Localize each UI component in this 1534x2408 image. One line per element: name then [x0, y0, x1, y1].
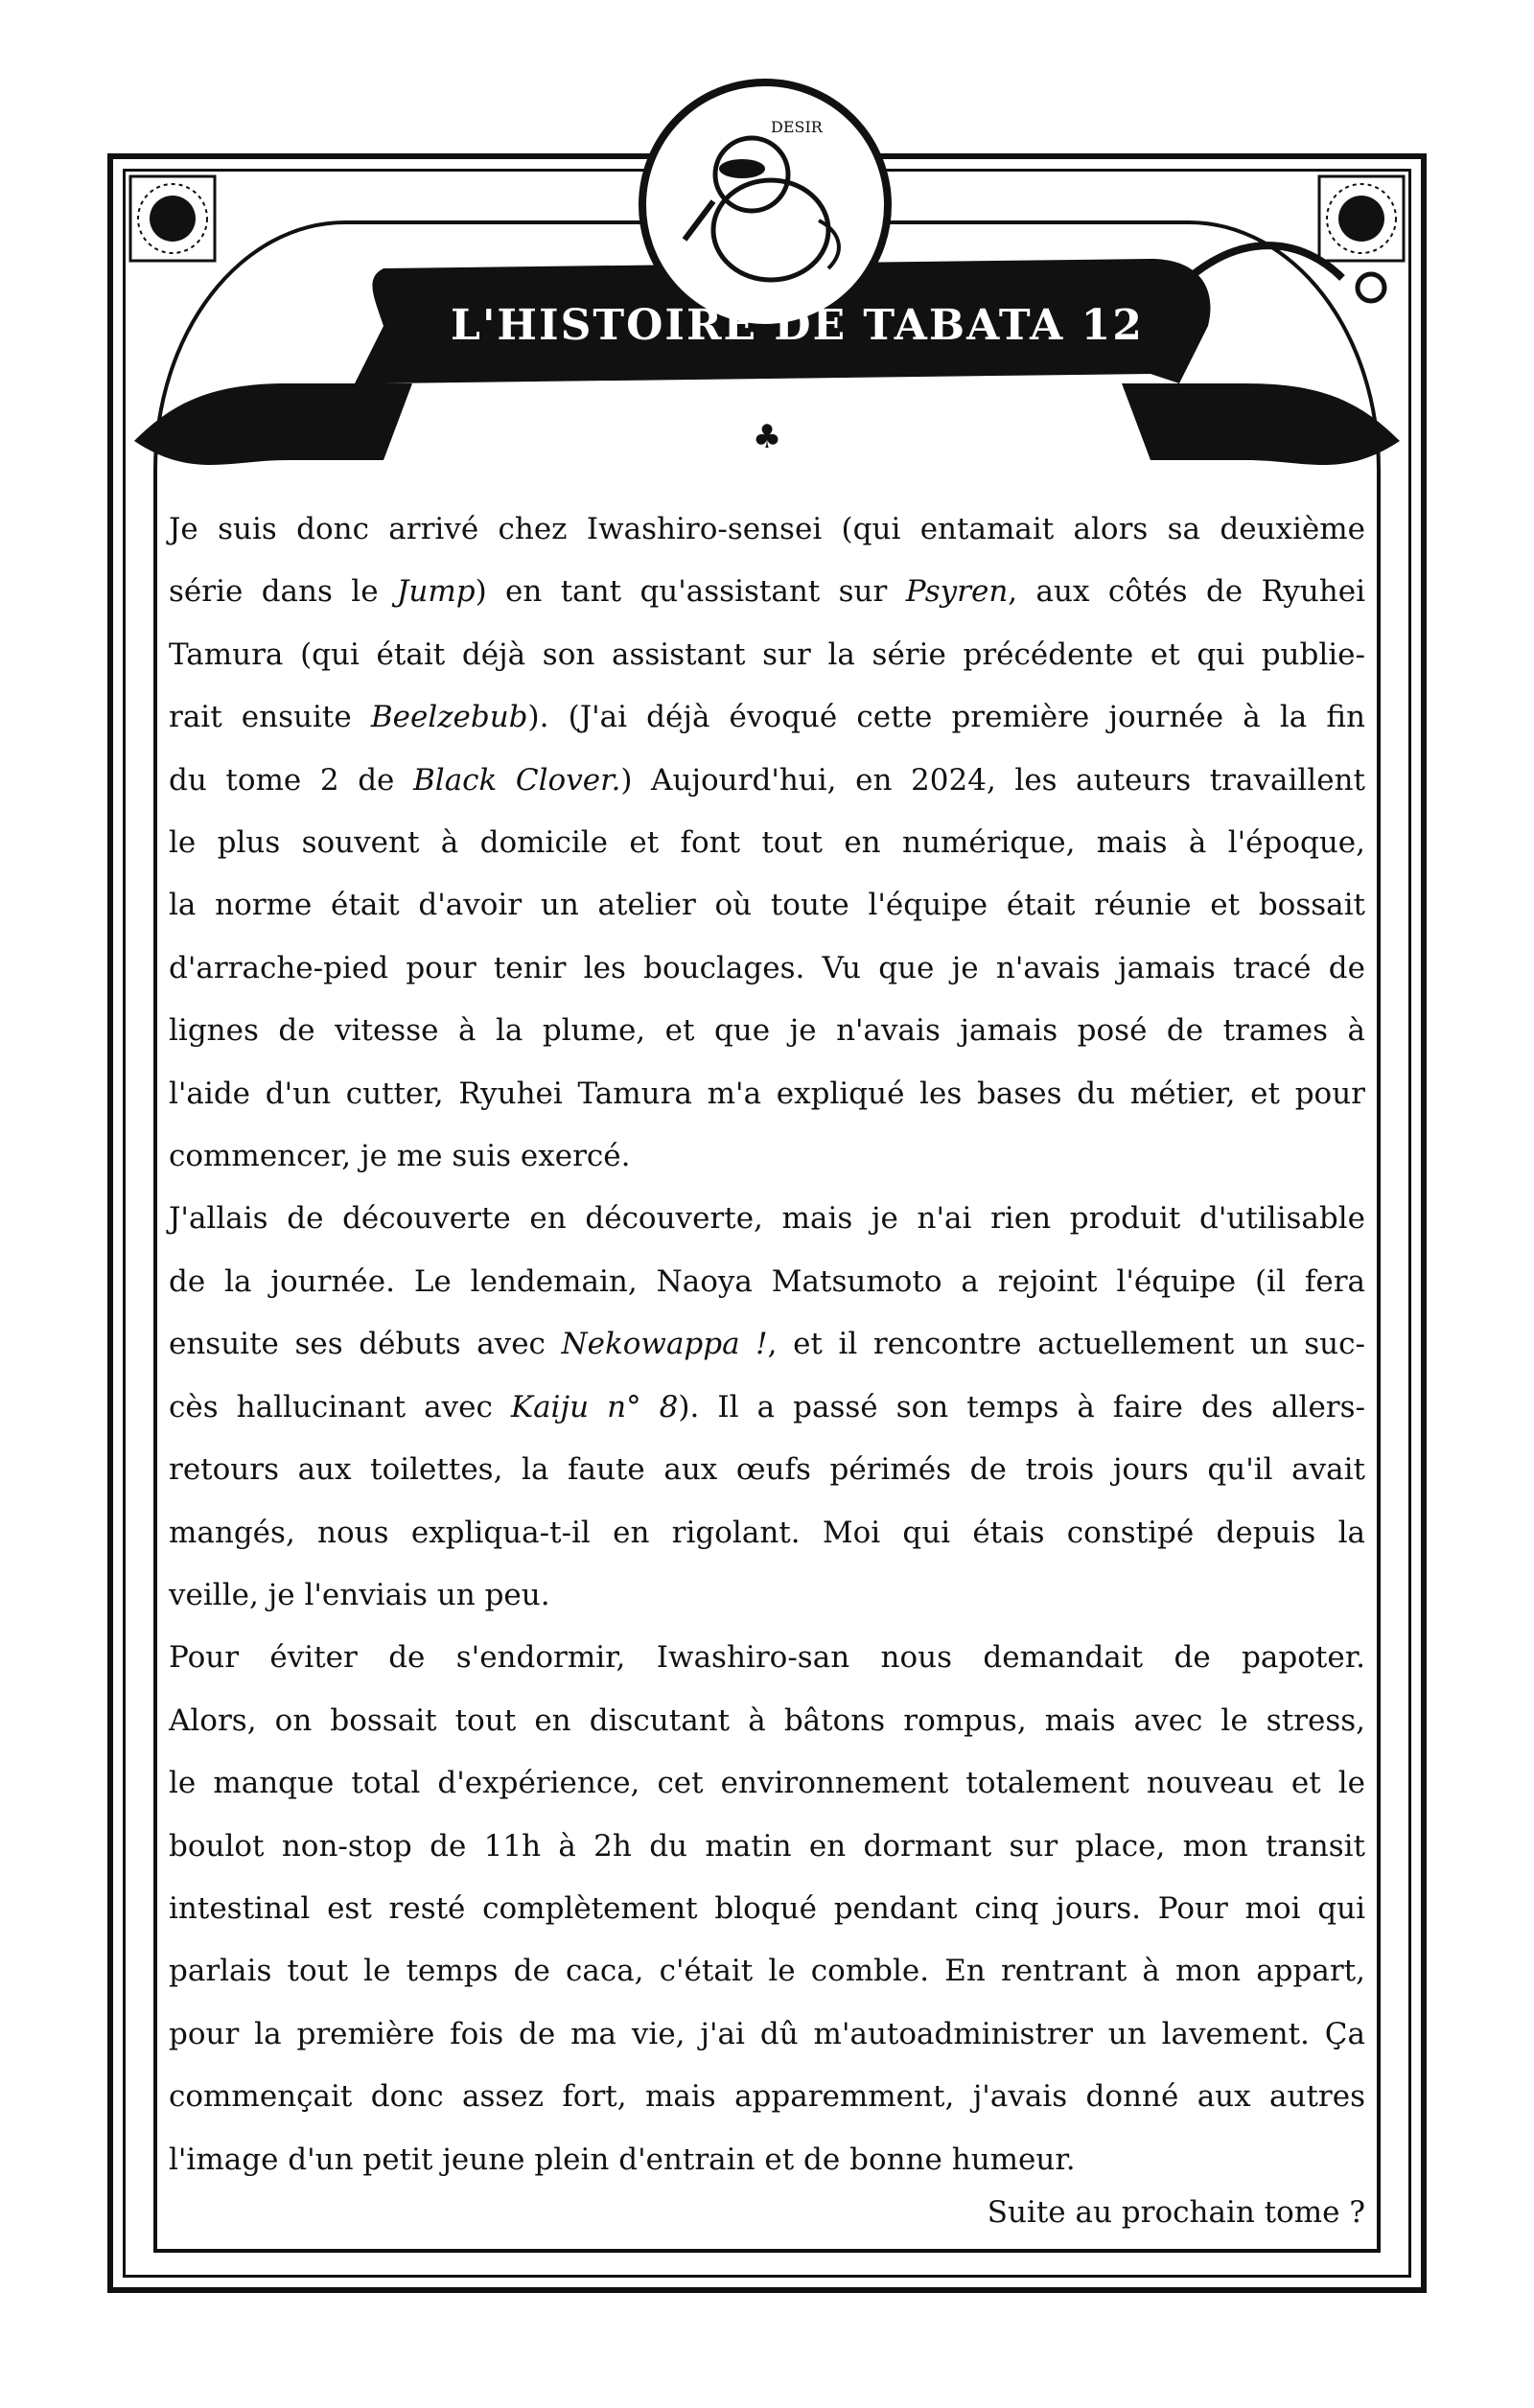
text-line: Pour éviter de s'endormir, Iwashiro-san nous demandait de papoter.: [169, 1640, 1365, 1676]
paragraph: [169, 498, 1365, 1188]
body-text: [169, 498, 1365, 2191]
text-line: ensuite ses débuts avec Nekowappa !, et il rencontre actuellement un suc-: [169, 1327, 1365, 1362]
text-line: boulot non-stop de 11h à 2h du matin en dormant sur place, mon transit: [169, 1828, 1365, 1864]
text-line: le plus souvent à domicile et font tout en numérique, mais à l'époque,: [169, 825, 1365, 861]
text-line: Je suis donc arrivé chez Iwashiro-sensei (qui entamait alors sa deuxième: [169, 512, 1365, 546]
text-line: de la journée. Le lendemain, Naoya Matsumoto a rejoint l'équipe (il fera: [169, 1263, 1365, 1299]
duck-mascot-icon: [646, 86, 884, 324]
svg-text:DESIR: DESIR: [771, 118, 823, 136]
text-line: commençait donc assez fort, mais apparemment, j'avais donné aux autres: [169, 2079, 1365, 2115]
text-line: d'arrache-pied pour tenir les bouclages. Vu que je n'avais jamais tracé de: [169, 950, 1365, 985]
text-line: série dans le Jump) en tant qu'assistant sur Psyren, aux côtés de Ryuhei: [169, 574, 1366, 610]
mascot-medallion: [639, 79, 892, 332]
text-line: l'aide d'un cutter, Ryuhei Tamura m'a expliqué les bases du métier, et pour: [169, 1076, 1365, 1111]
text-line: retours aux toilettes, la faute aux œufs périmés de trois jours qu'il avait: [169, 1452, 1365, 1488]
text-line: intestinal est resté complètement bloqué pendant cinq jours. Pour moi qui: [169, 1890, 1365, 1926]
text-line: rait ensuite Beelzebub). (J'ai déjà évoqué cette première journée à la fin: [169, 700, 1365, 735]
signoff-text: Suite au prochain tome ?: [987, 2195, 1365, 2230]
paragraph: [169, 1627, 1365, 2191]
text-line: parlais tout le temps de caca, c'était le comble. En rentrant à mon appart,: [169, 1954, 1365, 1989]
text-line: du tome 2 de Black Clover.) Aujourd'hui, en 2024, les auteurs travaillent: [169, 762, 1365, 798]
page-title: L'HISTOIRE DE TABATA 12: [451, 301, 1144, 350]
text-line: J'allais de découverte en découverte, mais je n'ai rien produit d'utilisable: [169, 1201, 1365, 1237]
text-line: le manque total d'expérience, cet environnement totalement nouveau et le: [169, 1766, 1365, 1801]
text-line: cès hallucinant avec Kaiju n° 8). Il a passé son temps à faire des allers-: [169, 1389, 1365, 1424]
text-line: l'image d'un petit jeune plein d'entrain et de bonne humeur.: [169, 2142, 1076, 2177]
text-line: veille, je l'enviais un peu.: [169, 1577, 550, 1612]
text-line: lignes de vitesse à la plume, et que je n'avais jamais posé de trames à: [169, 1013, 1365, 1049]
text-line: la norme était d'avoir un atelier où toute l'équipe était réunie et bossait: [169, 888, 1365, 923]
text-line: mangés, nous expliqua-t-il en rigolant. Moi qui étais constipé depuis la: [169, 1515, 1365, 1550]
paragraph: [169, 1188, 1365, 1627]
text-line: Tamura (qui était déjà son assistant sur la série précédente et qui publie-: [169, 637, 1365, 672]
clover-icon: ♣: [752, 418, 782, 456]
text-line: Alors, on bossait tout en discutant à bâtons rompus, mais avec le stress,: [169, 1702, 1365, 1738]
text-line: pour la première fois de ma vie, j'ai dû m'autoadministrer un lavement. Ça: [169, 2016, 1365, 2051]
text-line: commencer, je me suis exercé.: [169, 1139, 631, 1174]
